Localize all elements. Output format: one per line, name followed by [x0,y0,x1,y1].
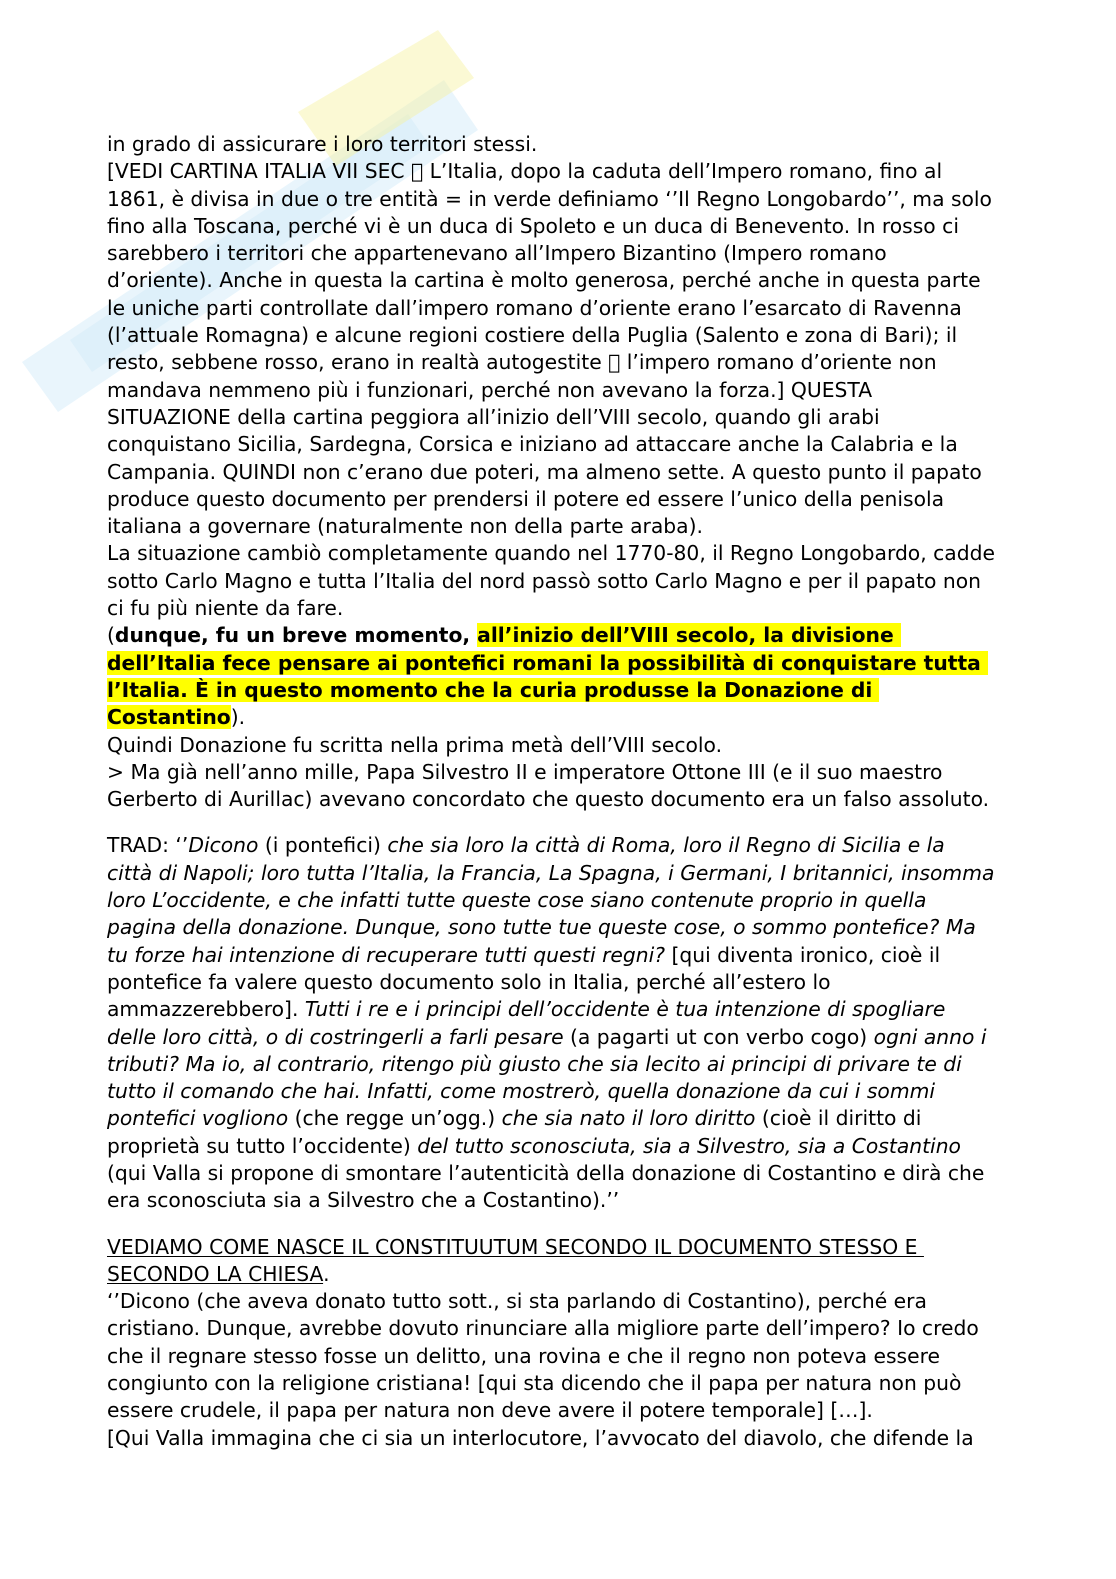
text-line: mandava nemmeno più i funzionari, perché non avevano la forza.] QUESTA [107,377,873,402]
italic-text: che sia nato il loro diritto [501,1106,756,1131]
text-line: [Qui Valla immagina che ci sia un interlocutore, l’avvocato del diavolo, che difende la [107,1425,974,1450]
text-line: sotto Carlo Magno e tutta l’Italia del nord passò sotto Carlo Magno e per il papato non [107,568,982,593]
italic-text: Dicono [188,833,259,858]
text-line: resto, sebbene rosso, erano in realtà autogestite l’impero romano d’oriente non [107,350,931,375]
text-line: La situazione cambiò completamente quando nel 1770-80, il Regno Longobardo, cadde [107,541,995,566]
highlighted-text: dell’Italia fece pensare ai pontefici romani la possibilità di conquistare tutta [107,650,988,675]
text-line: Gerberto di Aurillac) avevano concordato che questo documento era un falso assoluto. [107,787,990,812]
italic-text: città di Napoli; loro tutta l’Italia, la Francia, La Spagna, i Germani, I britannici, insomma [107,860,995,885]
text-span: proprietà su tutto l’occidente) [107,1133,418,1158]
text-span: TRAD: ‘’ [107,833,189,858]
text-span: (i pontefici) [258,833,388,858]
text-line [107,832,1067,859]
underlined-heading: SECONDO LA CHIESA [107,1261,324,1286]
highlighted-text: Costantino [107,705,231,730]
text-line: era sconosciuta sia a Silvestro che a Costantino).’’ [107,1188,620,1213]
text-line: > Ma già nell’anno mille, Papa Silvestro II e imperatore Ottone III (e il suo maestro [107,759,943,784]
text-line [107,622,1067,649]
text-line [107,704,1067,731]
italic-text: del tutto sconosciuta, sia a Silvestro, sia a Costantino [417,1133,961,1158]
text-line: pontefice fa valere questo documento solo in Italia, perché all’estero lo [107,969,831,994]
text-line: [VEDI CARTINA ITALIA VII SEC L’Italia, dopo la caduta dell’Impero romano, fino al [107,159,937,184]
italic-text: tutto il comando che hai. Infatti, come mostrerò, quella donazione da cui i sommi [107,1079,935,1104]
text-line: SITUAZIONE della cartina peggiora all’inizio dell’VIII secolo, quando gli arabi [107,404,880,429]
paragraph [107,131,1067,813]
text-line [107,1024,1067,1051]
text-line: (l’attuale Romagna) e alcune regioni costiere della Puglia (Salento e zona di Bari); il [107,323,958,348]
text-span: ammazzerebbero]. [107,997,305,1022]
paragraph [107,1234,1067,1452]
text-line [107,914,1067,941]
italic-text: pontefici vogliono [107,1106,289,1131]
text-line [107,942,1067,969]
highlighted-text: all’inizio dell’VIII secolo, la divisione [477,623,901,648]
text-line: ‘’Dicono (che aveva donato tutto sott., si sta parlando di Costantino), perché era [107,1289,927,1314]
text-line: cristiano. Dunque, avrebbe dovuto rinunciare alla migliore parte dell’impero? Io credo [107,1316,979,1341]
text-line [107,650,1067,677]
text-span: (cioè il diritto di [755,1106,922,1131]
text-line [107,1133,1067,1160]
text-line: conquistano Sicilia, Sardegna, Corsica e iniziano ad attaccare anche la Calabria e la [107,432,958,457]
text-span: ( [107,623,115,648]
text-line [107,1234,1067,1261]
document-body [107,131,1067,1452]
text-line [107,1051,1067,1078]
italic-text: ogni anno i [873,1024,987,1049]
text-line: che il regnare stesso fosse un delitto, una rovina e che il regno non poteva essere [107,1343,940,1368]
text-span: (che regge un’ogg.) [288,1106,502,1131]
text-line [107,1105,1067,1132]
italic-text: tributi? Ma io, al contrario, ritengo più giusto che sia lecito ai principi di privare te di [107,1051,962,1076]
text-line: fino alla Toscana, perché vi è un duca di Spoleto e un duca di Benevento. In rosso ci [107,213,959,238]
italic-text: delle loro città, o di costringerli a farli pesare [107,1024,564,1049]
text-span: . [323,1261,330,1286]
text-line: sarebbero i territori che appartenevano all’Impero Bizantino (Impero romano [107,241,887,266]
text-line [107,677,1067,704]
text-span: (a pagarti ut con verbo cogo) [563,1024,874,1049]
text-line: congiunto con la religione cristiana! [qui sta dicendo che il papa per natura non può [107,1371,962,1396]
text-line: produce questo documento per prendersi il potere ed essere l’unico della penisola [107,486,945,511]
text-line: le uniche parti controllate dall’impero romano d’oriente erano l’esarcato di Ravenna [107,295,962,320]
text-line [107,1078,1067,1105]
text-line: Quindi Donazione fu scritta nella prima metà dell’VIII secolo. [107,732,723,757]
italic-text: che sia loro la città di Roma, loro il Regno di Sicilia e la [387,833,945,858]
text-line [107,887,1067,914]
italic-text: loro L’occidente, e che infatti tutte queste cose siano contenute proprio in quella [107,888,927,913]
text-line: ci fu più niente da fare. [107,596,344,621]
text-line [107,1261,1067,1288]
paragraph [107,832,1067,1214]
text-line: (qui Valla si propone di smontare l’autenticità della donazione di Costantino e dirà che [107,1160,985,1185]
text-line [107,996,1067,1023]
text-line: essere crudele, il papa per natura non deve avere il potere temporale] […]. [107,1398,873,1423]
underlined-heading: VEDIAMO COME NASCE IL CONSTITUUTUM SECONDO IL DOCUMENTO STESSO E [107,1234,924,1259]
text-span: [qui diventa ironico, cioè il [665,942,941,967]
text-line: italiana a governare (naturalmente non della parte araba). [107,514,703,539]
text-span: ). [230,705,246,730]
italic-text: tu forze hai intenzione di recuperare tutti questi regni? [107,942,666,967]
text-line [107,860,1067,887]
italic-text: pagina della donazione. Dunque, sono tutte tue queste cose, o sommo pontefice? Ma [107,915,976,940]
text-line: 1861, è divisa in due o tre entità = in verde definiamo ‘’Il Regno Longobardo’’, ma solo [107,186,992,211]
text-line: in grado di assicurare i loro territori stessi. [107,132,538,156]
highlighted-text: l’Italia. È in questo momento che la curia produsse la Donazione di [107,677,880,702]
text-line: Campania. QUINDI non c’erano due poteri, ma almeno sette. A questo punto il papato [107,459,982,484]
italic-text: Tutti i re e i principi dell’occidente è tua intenzione di spogliare [304,997,946,1022]
text-line: d’oriente). Anche in questa la cartina è molto generosa, perché anche in questa parte [107,268,981,293]
bold-text: dunque, fu un breve momento, [114,623,478,648]
